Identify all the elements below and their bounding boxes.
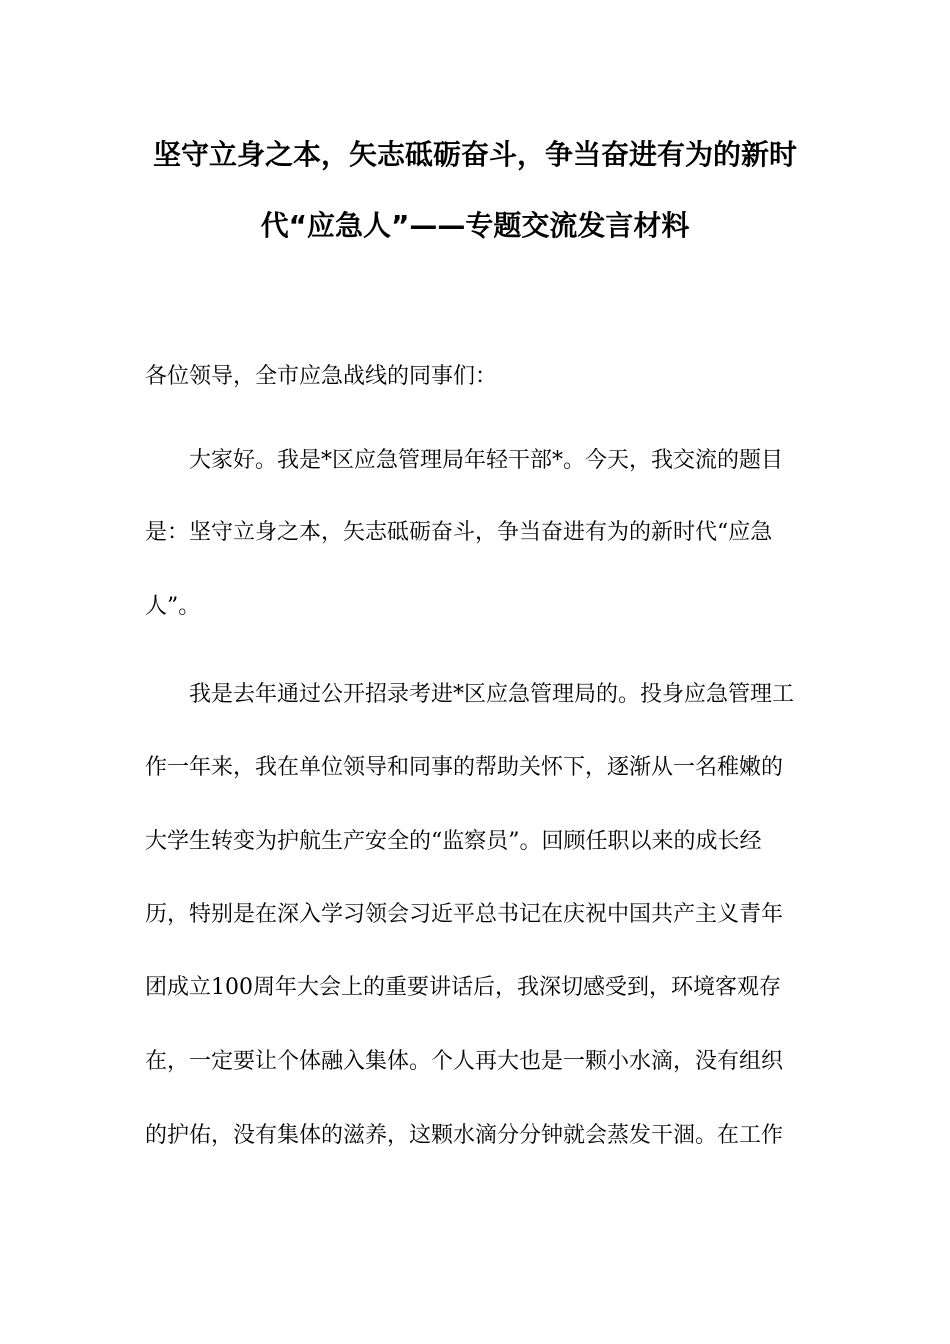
body-line: 历，特别是在深入学习领会习近平总书记在庆祝中国共产主义青年: [145, 902, 784, 927]
title-line-2: 代“应急人”——专题交流发言材料: [260, 209, 690, 242]
body-line: 大学生转变为护航生产安全的“监察员”。回顾任职以来的成长经: [145, 829, 762, 854]
body-line: 是：坚守立身之本，矢志砥砺奋斗，争当奋进有为的新时代“应急: [145, 520, 773, 545]
body-line: 大家好。我是*区应急管理局年轻干部*。今天，我交流的题目: [145, 448, 784, 473]
body-line: 作一年来，我在单位领导和同事的帮助关怀下，逐渐从一名稚嫩的: [145, 755, 784, 780]
body-line: 我是去年通过公开招录考进*区应急管理局的。投身应急管理工: [145, 682, 795, 707]
body-line: 在，一定要让个体融入集体。个人再大也是一颗小水滴，没有组织: [145, 1049, 784, 1074]
body-line: 的护佑，没有集体的滋养，这颗水滴分分钟就会蒸发干涸。在工作: [145, 1123, 784, 1148]
body-line: 人”。: [145, 594, 201, 619]
body-line: 团成立100周年大会上的重要讲话后，我深切感受到，环境客观存: [145, 975, 781, 1000]
salutation: 各位领导，全市应急战线的同事们：: [145, 364, 498, 389]
title-line-1: 坚守立身之本，矢志砥砺奋斗，争当奋进有为的新时: [152, 138, 797, 171]
